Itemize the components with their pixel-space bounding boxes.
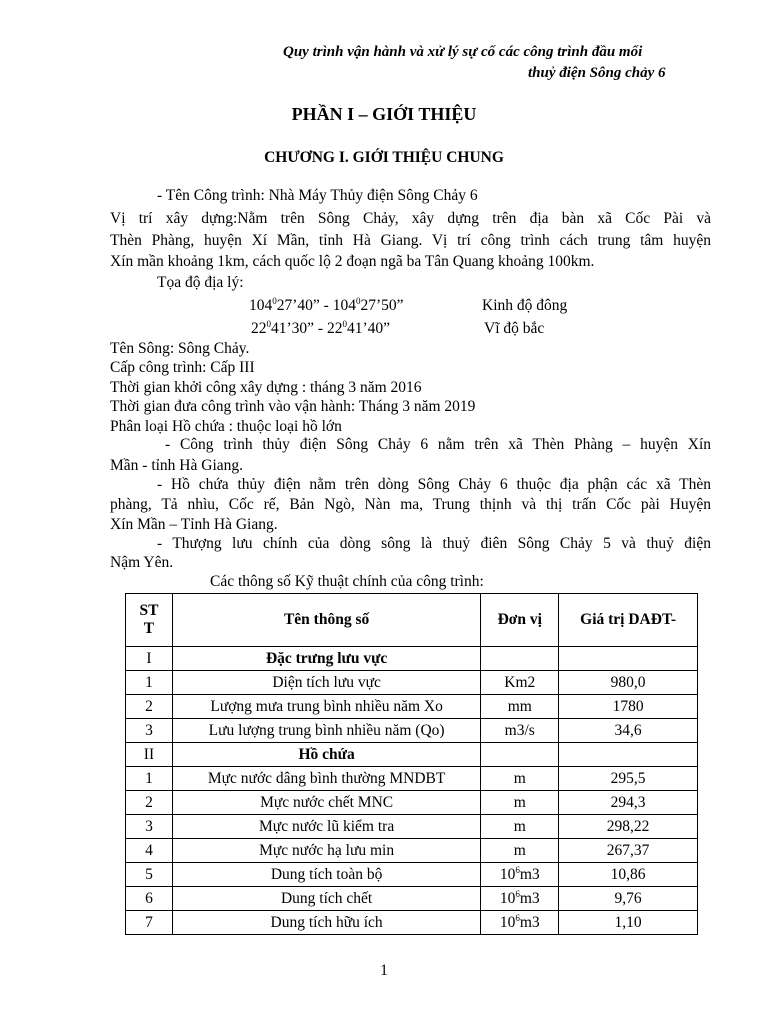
reservoir-class: Phân loại Hồ chứa : thuộc loại hồ lớn bbox=[110, 418, 342, 435]
section-title: Đặc trưng lưu vực bbox=[172, 647, 480, 671]
row-number: 2 bbox=[126, 791, 173, 815]
row-number: 7 bbox=[126, 911, 173, 935]
longitude-label: Kinh độ đông bbox=[482, 297, 568, 314]
part-title: PHẦN I – GIỚI THIỆU bbox=[291, 104, 477, 124]
parameter-unit: $10^6m3$ bbox=[481, 887, 559, 911]
location-line-1: Vị trí xây dựng:Nằm trên Sông Chảy, xây dựng trên địa bàn xã Cốc Pài và bbox=[110, 210, 711, 227]
operation-start: Thời gian đưa công trình vào vận hành: Tháng 3 năm 2019 bbox=[110, 398, 476, 415]
parameter-value: 10,86 bbox=[559, 863, 698, 887]
parameter-value: 295,5 bbox=[559, 767, 698, 791]
parameter-unit: m3/s bbox=[481, 719, 559, 743]
table-row bbox=[126, 815, 698, 839]
parameter-value: 9,76 bbox=[559, 887, 698, 911]
row-number: 3 bbox=[126, 815, 173, 839]
table-row bbox=[126, 767, 698, 791]
section-row bbox=[126, 647, 698, 671]
parameter-value: 34,6 bbox=[559, 719, 698, 743]
section-title: Hồ chứa bbox=[172, 743, 480, 767]
table-caption: Các thông số Kỹ thuật chính của công trình: bbox=[210, 573, 484, 590]
parameter-value: 267,37 bbox=[559, 839, 698, 863]
row-number: 4 bbox=[126, 839, 173, 863]
row-number: 1 bbox=[126, 767, 173, 791]
row-number: 5 bbox=[126, 863, 173, 887]
parameter-name: Dung tích toàn bộ bbox=[172, 863, 480, 887]
header-stt: ST T bbox=[126, 594, 173, 647]
section-row bbox=[126, 743, 698, 767]
location-line-3: Xín mần khoảng 1km, cách quốc lộ 2 đoạn ngã ba Tân Quang khoảng 100km. bbox=[110, 253, 595, 270]
table-row bbox=[126, 719, 698, 743]
header-unit: Đơn vị bbox=[481, 594, 559, 647]
parameter-unit: mm bbox=[481, 695, 559, 719]
parameter-name: Lưu lượng trung bình nhiều năm (Qo) bbox=[172, 719, 480, 743]
row-number: 6 bbox=[126, 887, 173, 911]
parameter-value: 298,22 bbox=[559, 815, 698, 839]
running-header-line-2: thuỷ điện Sông chảy 6 bbox=[528, 65, 666, 81]
paragraph-2-line-3: Xín Mần – Tỉnh Hà Giang. bbox=[110, 516, 278, 533]
parameter-value: 294,3 bbox=[559, 791, 698, 815]
technical-parameters-table bbox=[125, 593, 698, 935]
location-line-2: Thèn Phàng, huyện Xí Mần, tỉnh Hà Giang. Vị trí công trình cách trung tâm huyện bbox=[110, 232, 711, 249]
parameter-name: Dung tích hữu ích bbox=[172, 911, 480, 935]
paragraph-3-line-2: Nậm Yên. bbox=[110, 554, 174, 571]
parameter-name: Mực nước chết MNC bbox=[172, 791, 480, 815]
table-row bbox=[126, 887, 698, 911]
chapter-title: CHƯƠNG I. GIỚI THIỆU CHUNG bbox=[264, 149, 504, 166]
table-row bbox=[126, 839, 698, 863]
row-number: 3 bbox=[126, 719, 173, 743]
table-row bbox=[126, 671, 698, 695]
table-row bbox=[126, 791, 698, 815]
project-name-line: - Tên Công trình: Nhà Máy Thủy điện Sông Chảy 6 bbox=[157, 187, 478, 204]
table-row bbox=[126, 695, 698, 719]
longitude-range: $104^027’40$” - $104^027’50$” bbox=[249, 296, 404, 314]
parameter-name: Mực nước lũ kiểm tra bbox=[172, 815, 480, 839]
parameter-name: Diện tích lưu vực bbox=[172, 671, 480, 695]
header-value: Giá trị DAĐT- bbox=[559, 594, 698, 647]
parameter-unit: $10^6m3$ bbox=[481, 911, 559, 935]
table-row bbox=[126, 863, 698, 887]
parameter-unit: $10^6m3$ bbox=[481, 863, 559, 887]
construction-start: Thời gian khởi công xây dựng : tháng 3 năm 2016 bbox=[110, 379, 422, 396]
parameter-name: Mực nước dâng bình thường MNDBT bbox=[172, 767, 480, 791]
table-header-row bbox=[126, 594, 698, 647]
paragraph-1-line-2: Mần - tỉnh Hà Giang. bbox=[110, 457, 244, 474]
running-header-line-1: Quy trình vận hành và xử lý sự cố các công trình đầu mối bbox=[283, 44, 643, 60]
paragraph-2-line-1: - Hồ chứa thủy điện nằm trên dòng Sông Chảy 6 thuộc địa phận các xã Thèn bbox=[157, 476, 711, 493]
parameter-value: 1,10 bbox=[559, 911, 698, 935]
parameter-unit: m bbox=[481, 815, 559, 839]
parameter-unit: m bbox=[481, 767, 559, 791]
parameter-unit: Km2 bbox=[481, 671, 559, 695]
parameter-value: 1780 bbox=[559, 695, 698, 719]
row-number: 2 bbox=[126, 695, 173, 719]
parameter-unit: m bbox=[481, 839, 559, 863]
project-grade: Cấp công trình: Cấp III bbox=[110, 359, 255, 376]
section-number: I bbox=[126, 647, 173, 671]
parameter-value: 980,0 bbox=[559, 671, 698, 695]
coordinates-label: Tọa độ địa lý: bbox=[157, 274, 244, 291]
parameter-unit: m bbox=[481, 791, 559, 815]
paragraph-3-line-1: - Thượng lưu chính của dòng sông là thuỷ điên Sông Chảy 5 và thuỷ điện bbox=[157, 535, 711, 552]
parameter-name: Dung tích chết bbox=[172, 887, 480, 911]
paragraph-1-line-1: - Công trình thủy điện Sông Chảy 6 nằm trên xã Thèn Phàng – huyện Xín bbox=[165, 436, 711, 453]
latitude-range: $22^041’30$” - $22^041’40$” bbox=[251, 319, 390, 337]
paragraph-2-line-2: phàng, Tả nhìu, Cốc rế, Bản Ngò, Nàn ma, Trung thịnh và thị trấn Cốc pài Huyện bbox=[110, 496, 711, 513]
river-name: Tên Sông: Sông Chảy. bbox=[110, 340, 250, 357]
table-row bbox=[126, 911, 698, 935]
parameter-name: Lượng mưa trung bình nhiều năm Xo bbox=[172, 695, 480, 719]
row-number: 1 bbox=[126, 671, 173, 695]
section-number: II bbox=[126, 743, 173, 767]
latitude-label: Vĩ độ bắc bbox=[484, 320, 545, 337]
header-parameter-name: Tên thông số bbox=[172, 594, 480, 647]
page-number: 1 bbox=[380, 962, 388, 979]
parameter-name: Mực nước hạ lưu min bbox=[172, 839, 480, 863]
